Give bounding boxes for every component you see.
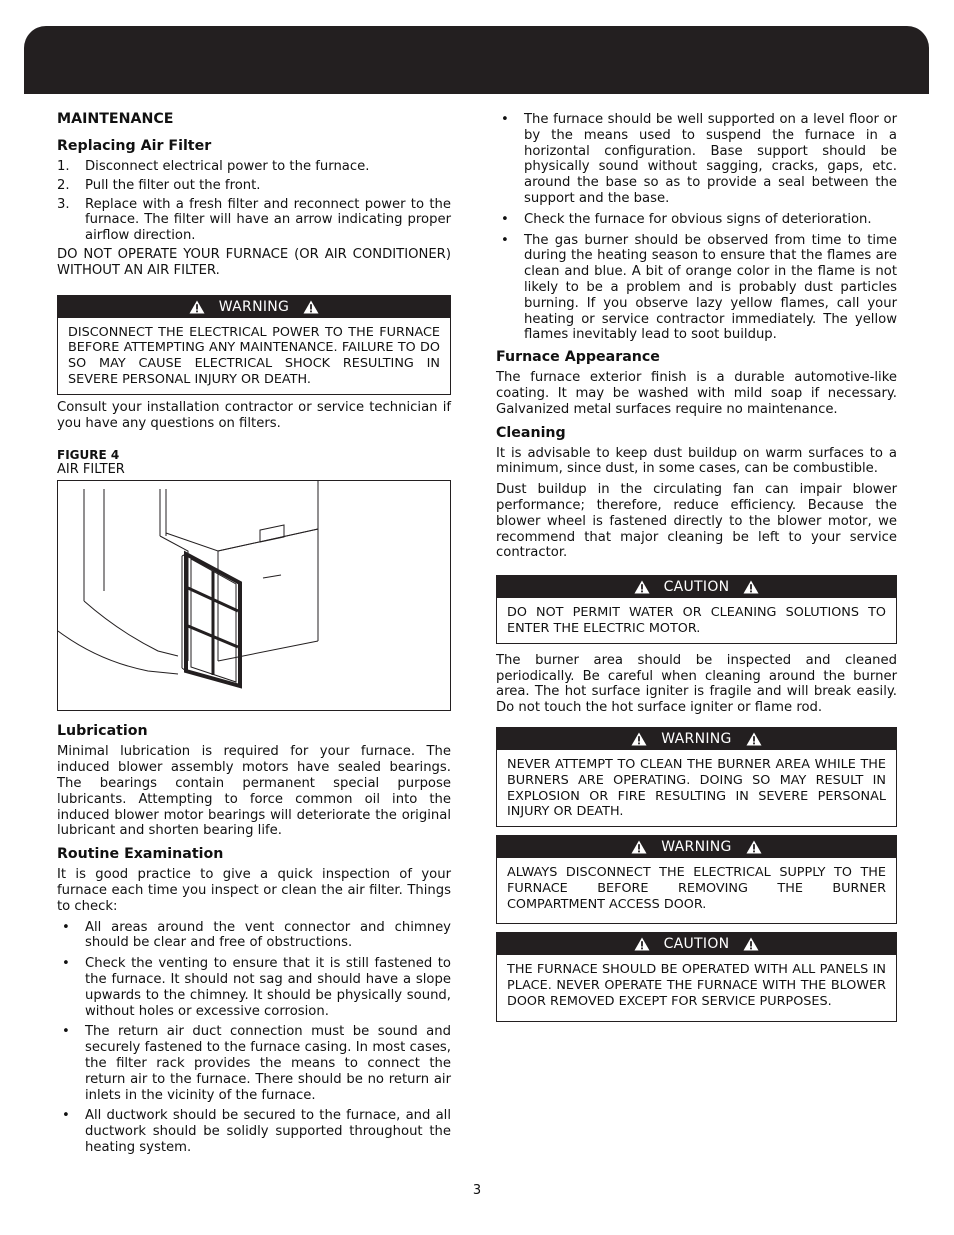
left-column bbox=[57, 110, 451, 1161]
furnace-appearance-heading: Furnace Appearance bbox=[496, 349, 660, 366]
list-item: • Check the venting to ensure that it is still fastened to the furnace. It should not sag and should have a slope upwards to the chimney. It should be physically sound, without holes or excessive corrosion. bbox=[62, 956, 451, 1019]
list-item: • Check the furnace for obvious signs of deterioration. bbox=[501, 211, 872, 227]
warning-text: DISCONNECT THE ELECTRICAL POWER TO THE FURNACE BEFORE ATTEMPTING ANY MAINTENANCE. FAILURE TO DO SO MAY CAUSE ELECTRICAL SHOCK RESULTING IN SEVERE PERSONAL INJURY OR DEATH. bbox=[68, 324, 440, 387]
burner-area-text: The burner area should be inspected and cleaned periodically. Be careful when cleaning around the burner area. The hot surface igniter is fragile and will break easily. Do not touch the hot surface igniter or flame rod. bbox=[496, 652, 897, 716]
cleaning-text: It is advisable to keep dust buildup on warm surfaces to a minimum, since dust, in some cases, can be combustible. bbox=[496, 445, 897, 477]
caution-text: DO NOT PERMIT WATER OR CLEANING SOLUTIONS TO ENTER THE ELECTRIC MOTOR. bbox=[507, 605, 886, 636]
warning-icon bbox=[631, 732, 647, 746]
inspection-checklist bbox=[496, 112, 897, 343]
warning-text: ALWAYS DISCONNECT THE ELECTRICAL SUPPLY TO THE FURNACE BEFORE REMOVING THE BURNER COMPARTMENT ACCESS DOOR. bbox=[507, 865, 886, 912]
warning-icon bbox=[634, 580, 650, 594]
consult-text: Consult your installation contractor or service technician if you have any questions on filters. bbox=[57, 399, 451, 431]
warning-bar bbox=[497, 728, 896, 750]
lubrication-heading: Lubrication bbox=[57, 723, 148, 740]
list-item: • The furnace should be well supported on a level floor or by the means used to suspend the furnace in a horizontal configuration. Base support should be physically sound without sagging, cracks, gaps, etc. around the base so as to provide a seal between the support and the base. bbox=[501, 112, 897, 206]
caution-box bbox=[496, 932, 897, 1021]
warning-text: NEVER ATTEMPT TO CLEAN THE BURNER AREA WHILE THE BURNERS ARE OPERATING. DOING SO MAY RESULT IN EXPLOSION OR FIRE RESULTING IN SEVERE PERSONAL INJURY OR DEATH. bbox=[507, 756, 886, 820]
cleaning-heading: Cleaning bbox=[496, 424, 566, 441]
caution-text: THE FURNACE SHOULD BE OPERATED WITH ALL PANELS IN PLACE. NEVER OPERATE THE FURNACE WITH THE BLOWER DOOR REMOVED EXCEPT FOR SERVICE PURPOSES. bbox=[507, 962, 886, 1010]
section-title: MAINTENANCE bbox=[57, 111, 174, 127]
warning-bar bbox=[497, 836, 896, 858]
furnace-appearance-text: The furnace exterior finish is a durable automotive-like coating. It may be washed with mild soap if necessary. Galvanized metal surfaces require no maintenance. bbox=[496, 370, 897, 417]
warning-box bbox=[496, 727, 897, 827]
header-bar bbox=[24, 26, 929, 94]
figure-caption: AIR FILTER bbox=[57, 462, 125, 478]
warning-icon bbox=[746, 840, 762, 854]
replacing-filter-heading: Replacing Air Filter bbox=[57, 138, 212, 154]
warning-icon bbox=[746, 732, 762, 746]
warning-title: WARNING bbox=[661, 730, 732, 747]
warning-icon bbox=[743, 937, 759, 951]
routine-checklist bbox=[57, 920, 451, 1156]
warning-icon bbox=[631, 840, 647, 854]
caution-bar bbox=[497, 576, 896, 598]
list-item: • All ductwork should be secured to the furnace, and all ductwork should be solidly supported throughout the heating system. bbox=[62, 1108, 451, 1155]
list-item: • The gas burner should be observed from time to time during the heating season to ensure that the flames are clean and blue. A bit of orange color in the flame is not likely to be a problem and is probably dust particles burning. If you observe lazy yellow flames, call your heating or service contractor immediately. The yellow flames inevitably lead to soot buildup. bbox=[501, 232, 897, 343]
routine-examination-heading: Routine Examination bbox=[57, 846, 224, 863]
caution-title: CAUTION bbox=[663, 936, 730, 953]
warning-icon bbox=[303, 300, 319, 314]
step-item: 2. Pull the filter out the front. bbox=[57, 177, 261, 193]
right-column bbox=[496, 112, 897, 1022]
step-item: 3. Replace with a fresh filter and reconnect power to the furnace. The filter will have an arrow indicating proper airflow direction. bbox=[57, 196, 451, 244]
warning-icon bbox=[634, 937, 650, 951]
warning-title: WARNING bbox=[218, 298, 290, 315]
cleaning-text: Dust buildup in the circulating fan can impair blower performance; therefore, reduce efficiency. Because the blower wheel is fastened directly to the blower motor, we recommend that major cleaning be left to your service contractor. bbox=[496, 482, 897, 561]
figure bbox=[57, 448, 451, 711]
caution-box bbox=[496, 575, 897, 644]
warning-icon bbox=[189, 300, 205, 314]
air-filter-illustration bbox=[58, 481, 450, 710]
warning-box bbox=[496, 835, 897, 924]
replacement-steps bbox=[57, 159, 451, 244]
caution-bar bbox=[497, 933, 896, 955]
page-number: 3 bbox=[472, 1183, 482, 1198]
list-item: • All areas around the vent connector and chimney should be clear and free of obstructions. bbox=[62, 919, 451, 951]
lubrication-text: Minimal lubrication is required for your furnace. The induced blower assembly motors have sealed bearings. The bearings contain permanent special purpose lubricants. Attempting to force common oil into the induced blower motor bearings will deteriorate the original lubricant and shorten bearing life. bbox=[57, 744, 451, 839]
figure-label: FIGURE 4 bbox=[57, 448, 120, 463]
caution-title: CAUTION bbox=[663, 579, 730, 596]
routine-examination-text: It is good practice to give a quick inspection of your furnace each time you inspect or clean the air filter. Things to check: bbox=[57, 867, 451, 914]
list-item: • The return air duct connection must be sound and securely fastened to the furnace casing. In most cases, the filter rack provides the means to connect the return air to the furnace. There should be no return air inlets in the vicinity of the furnace. bbox=[62, 1024, 451, 1103]
warning-title: WARNING bbox=[661, 839, 732, 856]
warning-bar bbox=[58, 296, 450, 318]
air-filter-figure bbox=[57, 480, 451, 711]
step-item: 1. Disconnect electrical power to the furnace. bbox=[57, 159, 370, 174]
warning-box bbox=[57, 295, 451, 395]
warning-icon bbox=[743, 580, 759, 594]
no-operate-notice: DO NOT OPERATE YOUR FURNACE (OR AIR CONDITIONER) WITHOUT AN AIR FILTER. bbox=[57, 246, 451, 278]
